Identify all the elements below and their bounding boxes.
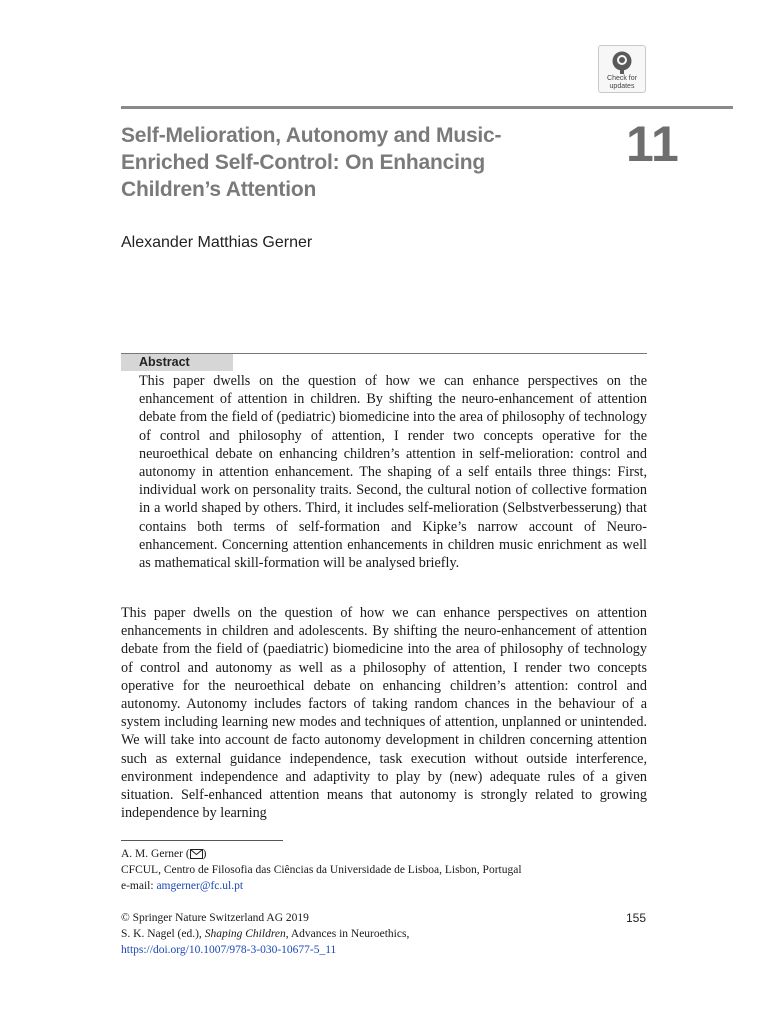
copyright-line: © Springer Nature Switzerland AG 2019 xyxy=(121,912,309,924)
check-for-updates-badge[interactable] xyxy=(598,45,646,93)
badge-label-line1: Check for xyxy=(607,75,637,82)
footnote-email-line xyxy=(121,878,647,894)
doi-link[interactable]: https://doi.org/10.1007/978-3-030-10677-5_11 xyxy=(121,944,337,956)
citation-prefix: S. K. Nagel (ed.), xyxy=(121,928,205,940)
citation-suffix: , Advances in Neuroethics, xyxy=(285,928,410,940)
citation-book-title: Shaping Children xyxy=(204,928,286,940)
page-number: 155 xyxy=(626,911,647,925)
abstract-label: Abstract xyxy=(121,354,233,371)
footnote-author-line xyxy=(121,846,647,862)
footnote-rule xyxy=(121,840,283,841)
header-rule xyxy=(121,106,733,109)
envelope-icon[interactable] xyxy=(190,849,203,859)
footnote-author-close: ) xyxy=(202,848,207,860)
email-link[interactable]: amgerner@fc.ul.pt xyxy=(156,880,244,892)
crossmark-icon xyxy=(611,50,633,74)
email-label: e-mail: xyxy=(121,880,157,892)
citation-line xyxy=(121,926,647,942)
chapter-title: Self-Melioration, Autonomy and Music-Enriched Self-Control: On Enhancing Children’s Attention xyxy=(121,124,502,201)
footnote-author-name: A. M. Gerner ( xyxy=(121,848,190,860)
footnote-affiliation: CFCUL, Centro de Filosofia das Ciências da Universidade de Lisboa, Lisbon, Portugal xyxy=(121,864,522,876)
abstract-text: This paper dwells on the question of how we can enhance perspectives on the enhancement of attention in children. By shifting the neuro-enhancement of attention debate from the field of (pediatric) biomedicine into the area of philosophy of technology of control and philosophy of attention, I render two concepts operative for the neuroethical debate on enhancing children’s attention in self-melioration: control and autonomy in attention enhancement. The shaping of a self entails three things: First, individual work on personality traits. Second, the cultural notion of collective formation in a world shaped by others. Third, it includes self-melioration (Selbstverbesserung) that contains both terms of self-formation and Kipke’s narrow account of Neuro-enhancement. Concerning attention enhancements in children music enrichment as well as mathematical skill-formation will be analysed briefly. xyxy=(139,373,647,572)
author-footnote xyxy=(121,846,647,894)
body-paragraph: This paper dwells on the question of how we can enhance perspectives on attention enhancements in children and adolescents. By shifting the neuro-enhancement of attention debate from the field of (paediatric) biomedicine into the area of philosophy of technology of control and autonomy as well as a philosophy of attention, I render two concepts operative for the neuroethical debate on enhancing children’s attention: control and autonomy. Autonomy includes factors of taking random chances in the behaviour of a system including learning new modes and techniques of attention, unplanned or unintended. We will take into account de facto autonomy development in children concerning attention such as external guidance independence, task execution without outside interference, environment independence and adaptivity to play by (new) adequate rules of a given situation. Self-enhanced attention means that autonomy is strongly related to growing independence by learning xyxy=(121,605,647,822)
badge-label-line2: updates xyxy=(609,83,635,90)
author-name: Alexander Matthias Gerner xyxy=(121,234,313,251)
publication-info xyxy=(121,910,647,958)
chapter-number: 11 xyxy=(626,116,679,172)
